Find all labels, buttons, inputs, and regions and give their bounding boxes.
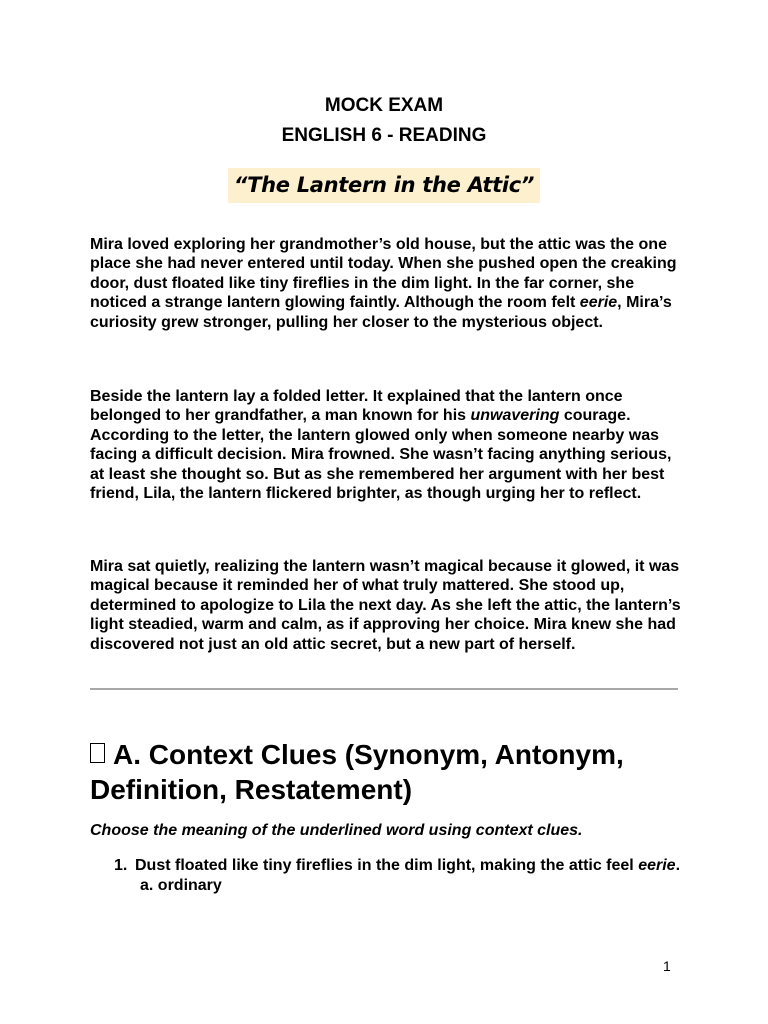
story-paragraph-2: Beside the lantern lay a folded letter. It explained that the lantern once belonged to her grandfather, a man known for his unwavering courage. According to the letter, the lantern glowed only when someone nearby was facing a difficult decision. Mira frowned. She wasn’t facing anything serious, at least she thought so. But as she remembered her argument with her best friend, Lila, the lantern flickered brighter, as though urging her to reflect. (90, 388, 672, 503)
missing-glyph-icon (90, 743, 105, 763)
exam-subtitle: ENGLISH 6 - READING (281, 125, 487, 146)
story-paragraph-1: Mira loved exploring her grandmother’s old house, but the attic was the one place she had never entered until today. When she pushed open the creaking door, dust floated like tiny fireflies in the dim light. In the far corner, she noticed a strange lantern glowing faintly. Although the room felt eerie, Mira’s curiosity grew stronger, pulling her closer to the mysterious object. (90, 236, 677, 331)
page-number: 1 (663, 958, 671, 974)
question-target-word: eerie (638, 857, 676, 874)
section-divider (90, 688, 678, 690)
question-text: Dust floated like tiny fireflies in the dim light, making the attic feel eerie. (135, 857, 681, 874)
vocab-word-unwavering: unwavering (470, 407, 560, 425)
section-a-heading: A. Context Clues (Synonym, Antonym, Definition, Restatement) (90, 739, 624, 805)
story-title-container (0, 168, 768, 203)
vocab-word-eerie: eerie (579, 294, 618, 312)
story-title: “The Lantern in the Attic” (228, 168, 540, 203)
answer-option-a[interactable]: a. ordinary (140, 876, 222, 894)
question-1 (114, 856, 684, 895)
question-number: 1. (114, 857, 128, 874)
story-paragraph-3: Mira sat quietly, realizing the lantern wasn’t magical because it glowed, it was magical because it reminded her of what truly mattered. She stood up, determined to apologize to Lila the next day. As she left the attic, the lantern’s light steadied, warm and calm, as if approving her choice. Mira knew she had discovered not just an old attic secret, but a new part of herself. (90, 558, 681, 653)
section-a-instruction: Choose the meaning of the underlined word using context clues. (90, 822, 583, 839)
exam-title: MOCK EXAM (324, 95, 444, 116)
